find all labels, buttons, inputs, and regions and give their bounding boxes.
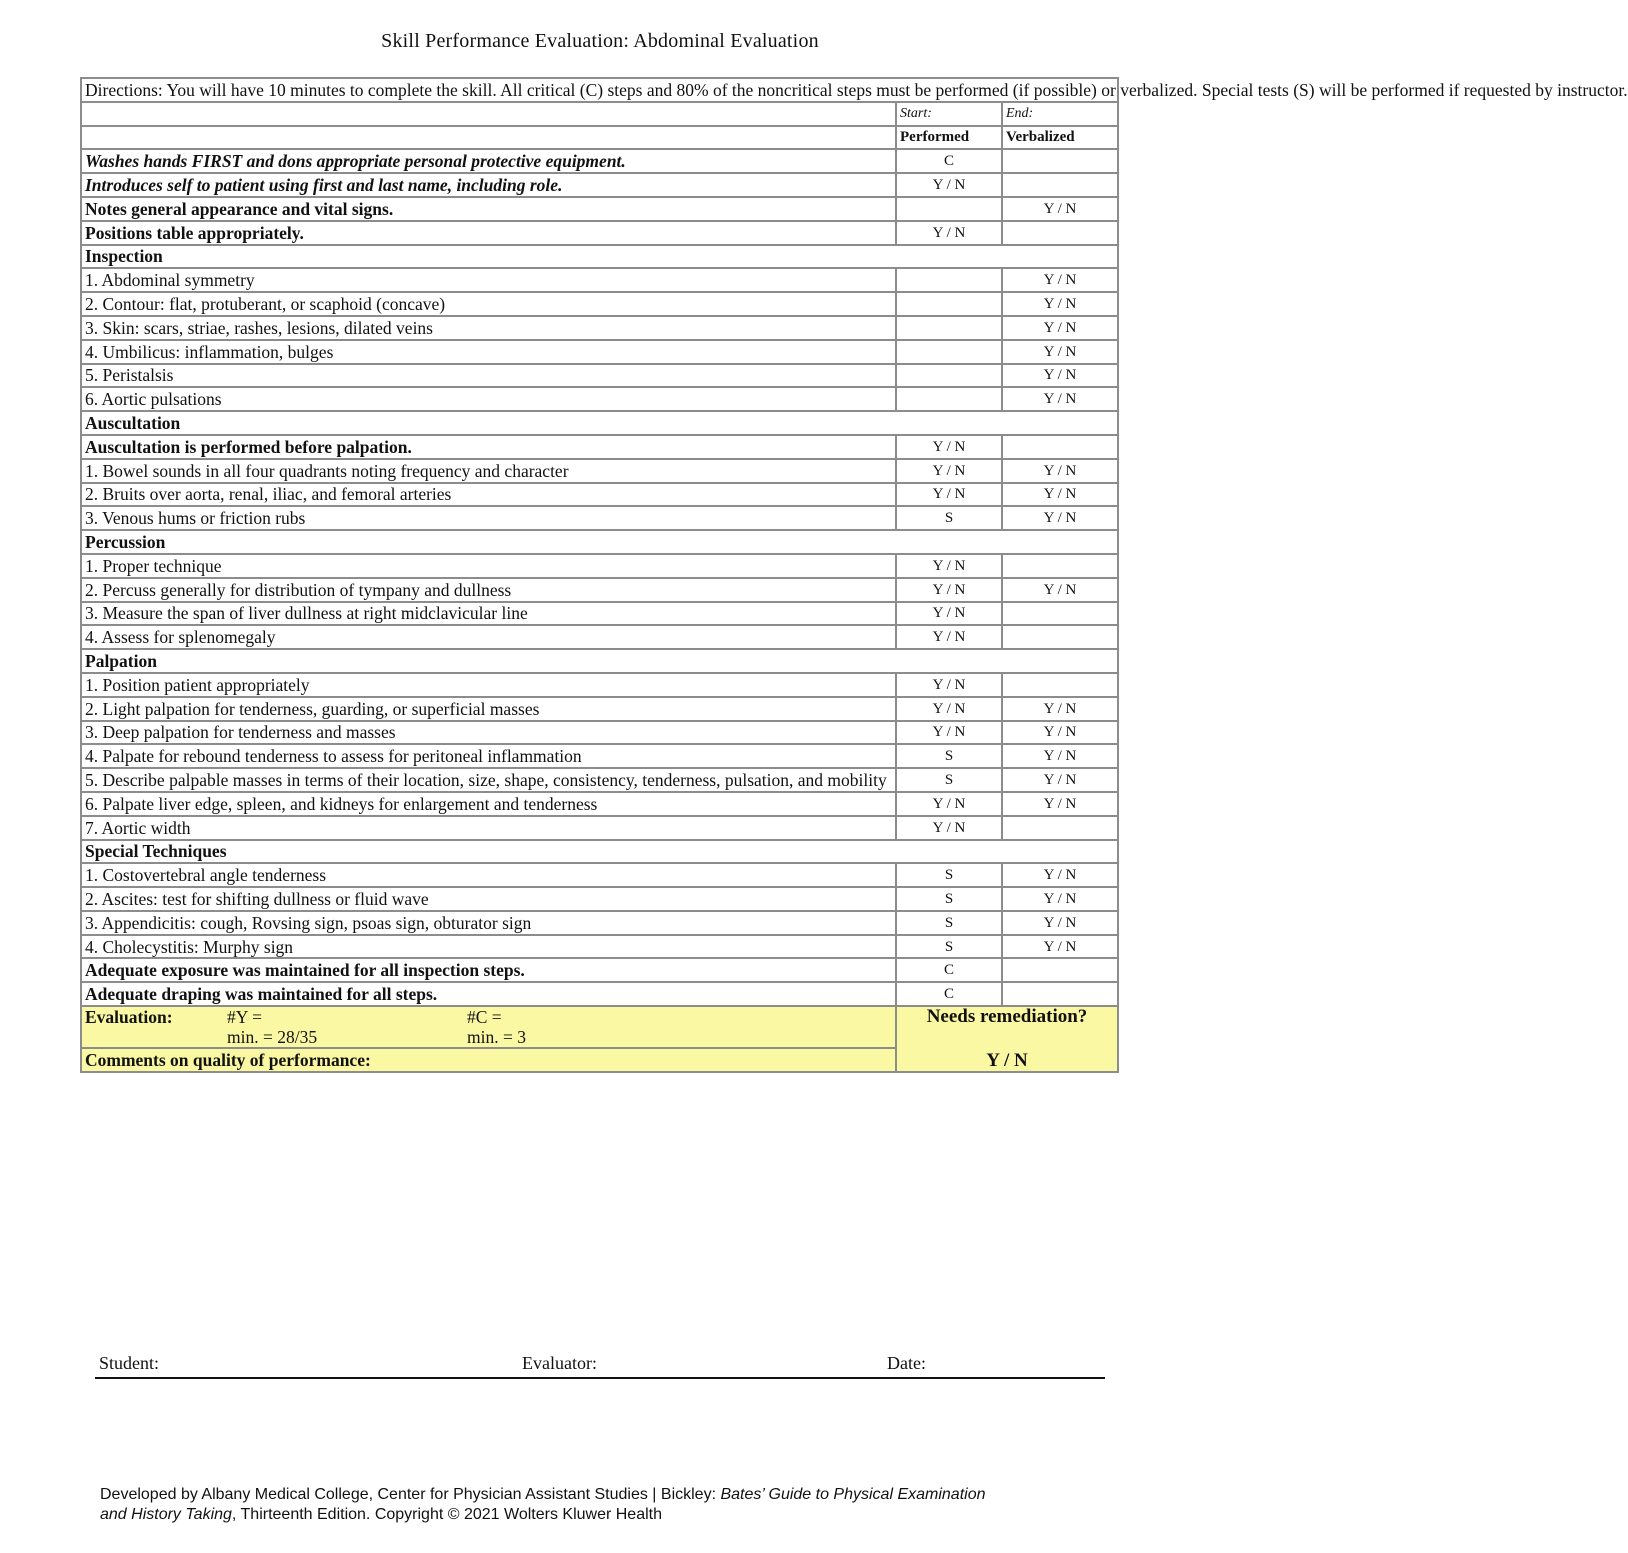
- verbalized-header: Verbalized: [1002, 126, 1118, 150]
- verbalized-cell[interactable]: Y / N: [1002, 292, 1118, 316]
- performed-header: Performed: [896, 126, 1002, 150]
- checklist-row: [81, 887, 1118, 911]
- performed-cell[interactable]: Y / N: [896, 554, 1002, 578]
- verbalized-cell: [1002, 982, 1118, 1006]
- verbalized-cell: [1002, 625, 1118, 649]
- performed-cell: S: [896, 744, 1002, 768]
- verbalized-cell: [1002, 221, 1118, 245]
- step-text: 2. Ascites: test for shifting dullness or fluid wave: [81, 887, 896, 911]
- section-title: Special Techniques: [81, 840, 1118, 864]
- section-header-row: [81, 530, 1118, 554]
- evaluation-cell: [81, 1006, 896, 1048]
- verbalized-cell[interactable]: Y / N: [1002, 483, 1118, 507]
- evaluation-row: [81, 1006, 1118, 1048]
- checklist-row: [81, 316, 1118, 340]
- verbalized-cell[interactable]: Y / N: [1002, 744, 1118, 768]
- timing-row: [81, 102, 1118, 126]
- step-text: 2. Contour: flat, protuberant, or scaphoid (concave): [81, 292, 896, 316]
- performed-cell: [896, 316, 1002, 340]
- performed-cell[interactable]: Y / N: [896, 173, 1002, 197]
- step-text: 2. Percuss generally for distribution of tympany and dullness: [81, 578, 896, 602]
- checklist-row: [81, 958, 1118, 982]
- step-text: 4. Palpate for rebound tenderness to assess for peritoneal inflammation: [81, 744, 896, 768]
- start-label: Start:: [896, 102, 1002, 126]
- verbalized-cell: [1002, 149, 1118, 173]
- verbalized-cell: [1002, 958, 1118, 982]
- step-text: Auscultation is performed before palpation.: [81, 435, 896, 459]
- step-text: Adequate exposure was maintained for all inspection steps.: [81, 958, 896, 982]
- performed-cell[interactable]: Y / N: [896, 721, 1002, 745]
- step-text: 1. Proper technique: [81, 554, 896, 578]
- remediation-choice[interactable]: Y / N: [986, 1050, 1028, 1072]
- step-text: Positions table appropriately.: [81, 221, 896, 245]
- performed-cell[interactable]: Y / N: [896, 221, 1002, 245]
- student-label: Student:: [99, 1353, 160, 1373]
- performed-cell[interactable]: Y / N: [896, 483, 1002, 507]
- performed-cell: C: [896, 958, 1002, 982]
- checklist-row: [81, 935, 1118, 959]
- performed-cell: [896, 387, 1002, 411]
- checklist-row: [81, 721, 1118, 745]
- checklist-row: [81, 673, 1118, 697]
- end-label: End:: [1002, 102, 1118, 126]
- checklist-row: [81, 340, 1118, 364]
- step-text: 3. Appendicitis: cough, Rovsing sign, psoas sign, obturator sign: [81, 911, 896, 935]
- checklist-row: [81, 221, 1118, 245]
- checklist-row: [81, 744, 1118, 768]
- step-text: 7. Aortic width: [81, 816, 896, 840]
- column-header-row: [81, 126, 1118, 150]
- performed-cell[interactable]: Y / N: [896, 673, 1002, 697]
- verbalized-cell[interactable]: Y / N: [1002, 792, 1118, 816]
- section-title: Auscultation: [81, 411, 1118, 435]
- performed-cell[interactable]: Y / N: [896, 435, 1002, 459]
- step-text: 3. Measure the span of liver dullness at right midclavicular line: [81, 602, 896, 626]
- step-text: 3. Venous hums or friction rubs: [81, 506, 896, 530]
- checklist-row: [81, 982, 1118, 1006]
- checklist-row: [81, 863, 1118, 887]
- step-text: 4. Umbilicus: inflammation, bulges: [81, 340, 896, 364]
- checklist-row: [81, 292, 1118, 316]
- verbalized-cell[interactable]: Y / N: [1002, 364, 1118, 388]
- checklist-row: [81, 578, 1118, 602]
- step-text: 2. Light palpation for tenderness, guarding, or superficial masses: [81, 697, 896, 721]
- section-title: Percussion: [81, 530, 1118, 554]
- performed-cell: C: [896, 982, 1002, 1006]
- verbalized-cell[interactable]: Y / N: [1002, 578, 1118, 602]
- section-title: Inspection: [81, 245, 1118, 269]
- checklist-row: [81, 197, 1118, 221]
- verbalized-cell[interactable]: Y / N: [1002, 340, 1118, 364]
- step-text: 2. Bruits over aorta, renal, iliac, and femoral arteries: [81, 483, 896, 507]
- verbalized-cell: [1002, 673, 1118, 697]
- checklist-row: [81, 506, 1118, 530]
- step-text: 4. Cholecystitis: Murphy sign: [81, 935, 896, 959]
- performed-cell: S: [896, 887, 1002, 911]
- verbalized-cell: [1002, 554, 1118, 578]
- verbalized-cell[interactable]: Y / N: [1002, 387, 1118, 411]
- step-text: 3. Deep palpation for tenderness and masses: [81, 721, 896, 745]
- checklist-row: [81, 459, 1118, 483]
- performed-cell: [896, 268, 1002, 292]
- c-count[interactable]: #C =: [467, 1007, 502, 1028]
- checklist-row: [81, 792, 1118, 816]
- directions-text: Directions: You will have 10 minutes to complete the skill. All critical (C) steps and 80% of the noncritical steps must be performed (if possible) or verbalized. Special tests (S) will be performed if requested by instructor.: [81, 78, 1118, 102]
- verbalized-cell[interactable]: Y / N: [1002, 697, 1118, 721]
- step-text: Introduces self to patient using first and last name, including role.: [81, 173, 896, 197]
- step-text: Notes general appearance and vital signs.: [81, 197, 896, 221]
- step-text: 1. Position patient appropriately: [81, 673, 896, 697]
- evaluation-table: [80, 77, 1628, 1073]
- performed-cell: [896, 340, 1002, 364]
- performed-cell: S: [896, 911, 1002, 935]
- verbalized-cell: [1002, 435, 1118, 459]
- verbalized-cell: [1002, 816, 1118, 840]
- performed-cell[interactable]: Y / N: [896, 816, 1002, 840]
- verbalized-cell[interactable]: Y / N: [1002, 459, 1118, 483]
- section-header-row: [81, 649, 1118, 673]
- checklist-row: [81, 364, 1118, 388]
- verbalized-cell: [1002, 602, 1118, 626]
- performed-cell[interactable]: Y / N: [896, 602, 1002, 626]
- checklist-row: [81, 149, 1118, 173]
- verbalized-cell[interactable]: Y / N: [1002, 268, 1118, 292]
- step-text: 5. Peristalsis: [81, 364, 896, 388]
- step-text: 5. Describe palpable masses in terms of their location, size, shape, consistency, tenderness, pulsation, and mobility: [81, 768, 896, 792]
- checklist-row: [81, 435, 1118, 459]
- step-text: 1. Bowel sounds in all four quadrants noting frequency and character: [81, 459, 896, 483]
- y-count[interactable]: #Y =: [227, 1007, 262, 1028]
- checklist-row: [81, 554, 1118, 578]
- c-minimum: min. = 3: [467, 1027, 526, 1048]
- step-text: 4. Assess for splenomegaly: [81, 625, 896, 649]
- performed-cell[interactable]: Y / N: [896, 697, 1002, 721]
- checklist-row: [81, 911, 1118, 935]
- page-title: Skill Performance Evaluation: Abdominal Evaluation: [381, 30, 819, 52]
- checklist-row: [81, 173, 1118, 197]
- step-text: 1. Abdominal symmetry: [81, 268, 896, 292]
- checklist-row: [81, 268, 1118, 292]
- comments-cell[interactable]: [81, 1048, 896, 1072]
- checklist-row: [81, 697, 1118, 721]
- section-header-row: [81, 411, 1118, 435]
- performed-cell[interactable]: Y / N: [896, 792, 1002, 816]
- section-header-row: [81, 245, 1118, 269]
- verbalized-cell[interactable]: Y / N: [1002, 721, 1118, 745]
- verbalized-cell[interactable]: Y / N: [1002, 768, 1118, 792]
- performed-cell: [896, 197, 1002, 221]
- performed-cell: C: [896, 149, 1002, 173]
- step-text: 6. Palpate liver edge, spleen, and kidneys for enlargement and tenderness: [81, 792, 896, 816]
- performed-cell[interactable]: Y / N: [896, 578, 1002, 602]
- remediation-label: Needs remediation?: [926, 1006, 1088, 1028]
- checklist-row: [81, 387, 1118, 411]
- performed-cell: S: [896, 506, 1002, 530]
- performed-cell: S: [896, 863, 1002, 887]
- step-text: 3. Skin: scars, striae, rashes, lesions, dilated veins: [81, 316, 896, 340]
- verbalized-cell[interactable]: Y / N: [1002, 935, 1118, 959]
- performed-cell: [896, 292, 1002, 316]
- performed-cell: S: [896, 768, 1002, 792]
- performed-cell: [896, 364, 1002, 388]
- step-text: 1. Costovertebral angle tenderness: [81, 863, 896, 887]
- verbalized-cell[interactable]: Y / N: [1002, 316, 1118, 340]
- checklist-row: [81, 602, 1118, 626]
- checklist-row: [81, 483, 1118, 507]
- verbalized-cell[interactable]: Y / N: [1002, 506, 1118, 530]
- verbalized-cell[interactable]: Y / N: [1002, 197, 1118, 221]
- verbalized-cell: [1002, 173, 1118, 197]
- verbalized-cell[interactable]: Y / N: [1002, 887, 1118, 911]
- step-text: Washes hands FIRST and dons appropriate personal protective equipment.: [81, 149, 896, 173]
- y-minimum: min. = 28/35: [227, 1027, 318, 1048]
- date-label: Date:: [887, 1353, 926, 1373]
- step-text: 6. Aortic pulsations: [81, 387, 896, 411]
- comments-label: Comments on quality of performance:: [85, 1050, 371, 1071]
- evaluation-label: Evaluation:: [85, 1007, 173, 1028]
- verbalized-cell[interactable]: Y / N: [1002, 863, 1118, 887]
- signature-line[interactable]: [95, 1353, 1105, 1379]
- checklist-row: [81, 816, 1118, 840]
- step-text: Adequate draping was maintained for all steps.: [81, 982, 896, 1006]
- performed-cell[interactable]: Y / N: [896, 625, 1002, 649]
- section-header-row: [81, 840, 1118, 864]
- evaluator-label: Evaluator:: [522, 1353, 597, 1373]
- checklist-row: [81, 625, 1118, 649]
- remediation-cell: [896, 1006, 1118, 1072]
- directions-row: [81, 78, 1118, 102]
- performed-cell: S: [896, 935, 1002, 959]
- performed-cell[interactable]: Y / N: [896, 459, 1002, 483]
- section-title: Palpation: [81, 649, 1118, 673]
- checklist-row: [81, 768, 1118, 792]
- verbalized-cell[interactable]: Y / N: [1002, 911, 1118, 935]
- footer-credit: Developed by Albany Medical College, Center for Physician Assistant Studies | Bickley: Bates’ Guide to Physical Examination and History Taking, Thirteenth Edition. Copyright © 2021 Wolters Kluwer Health: [100, 1486, 986, 1523]
